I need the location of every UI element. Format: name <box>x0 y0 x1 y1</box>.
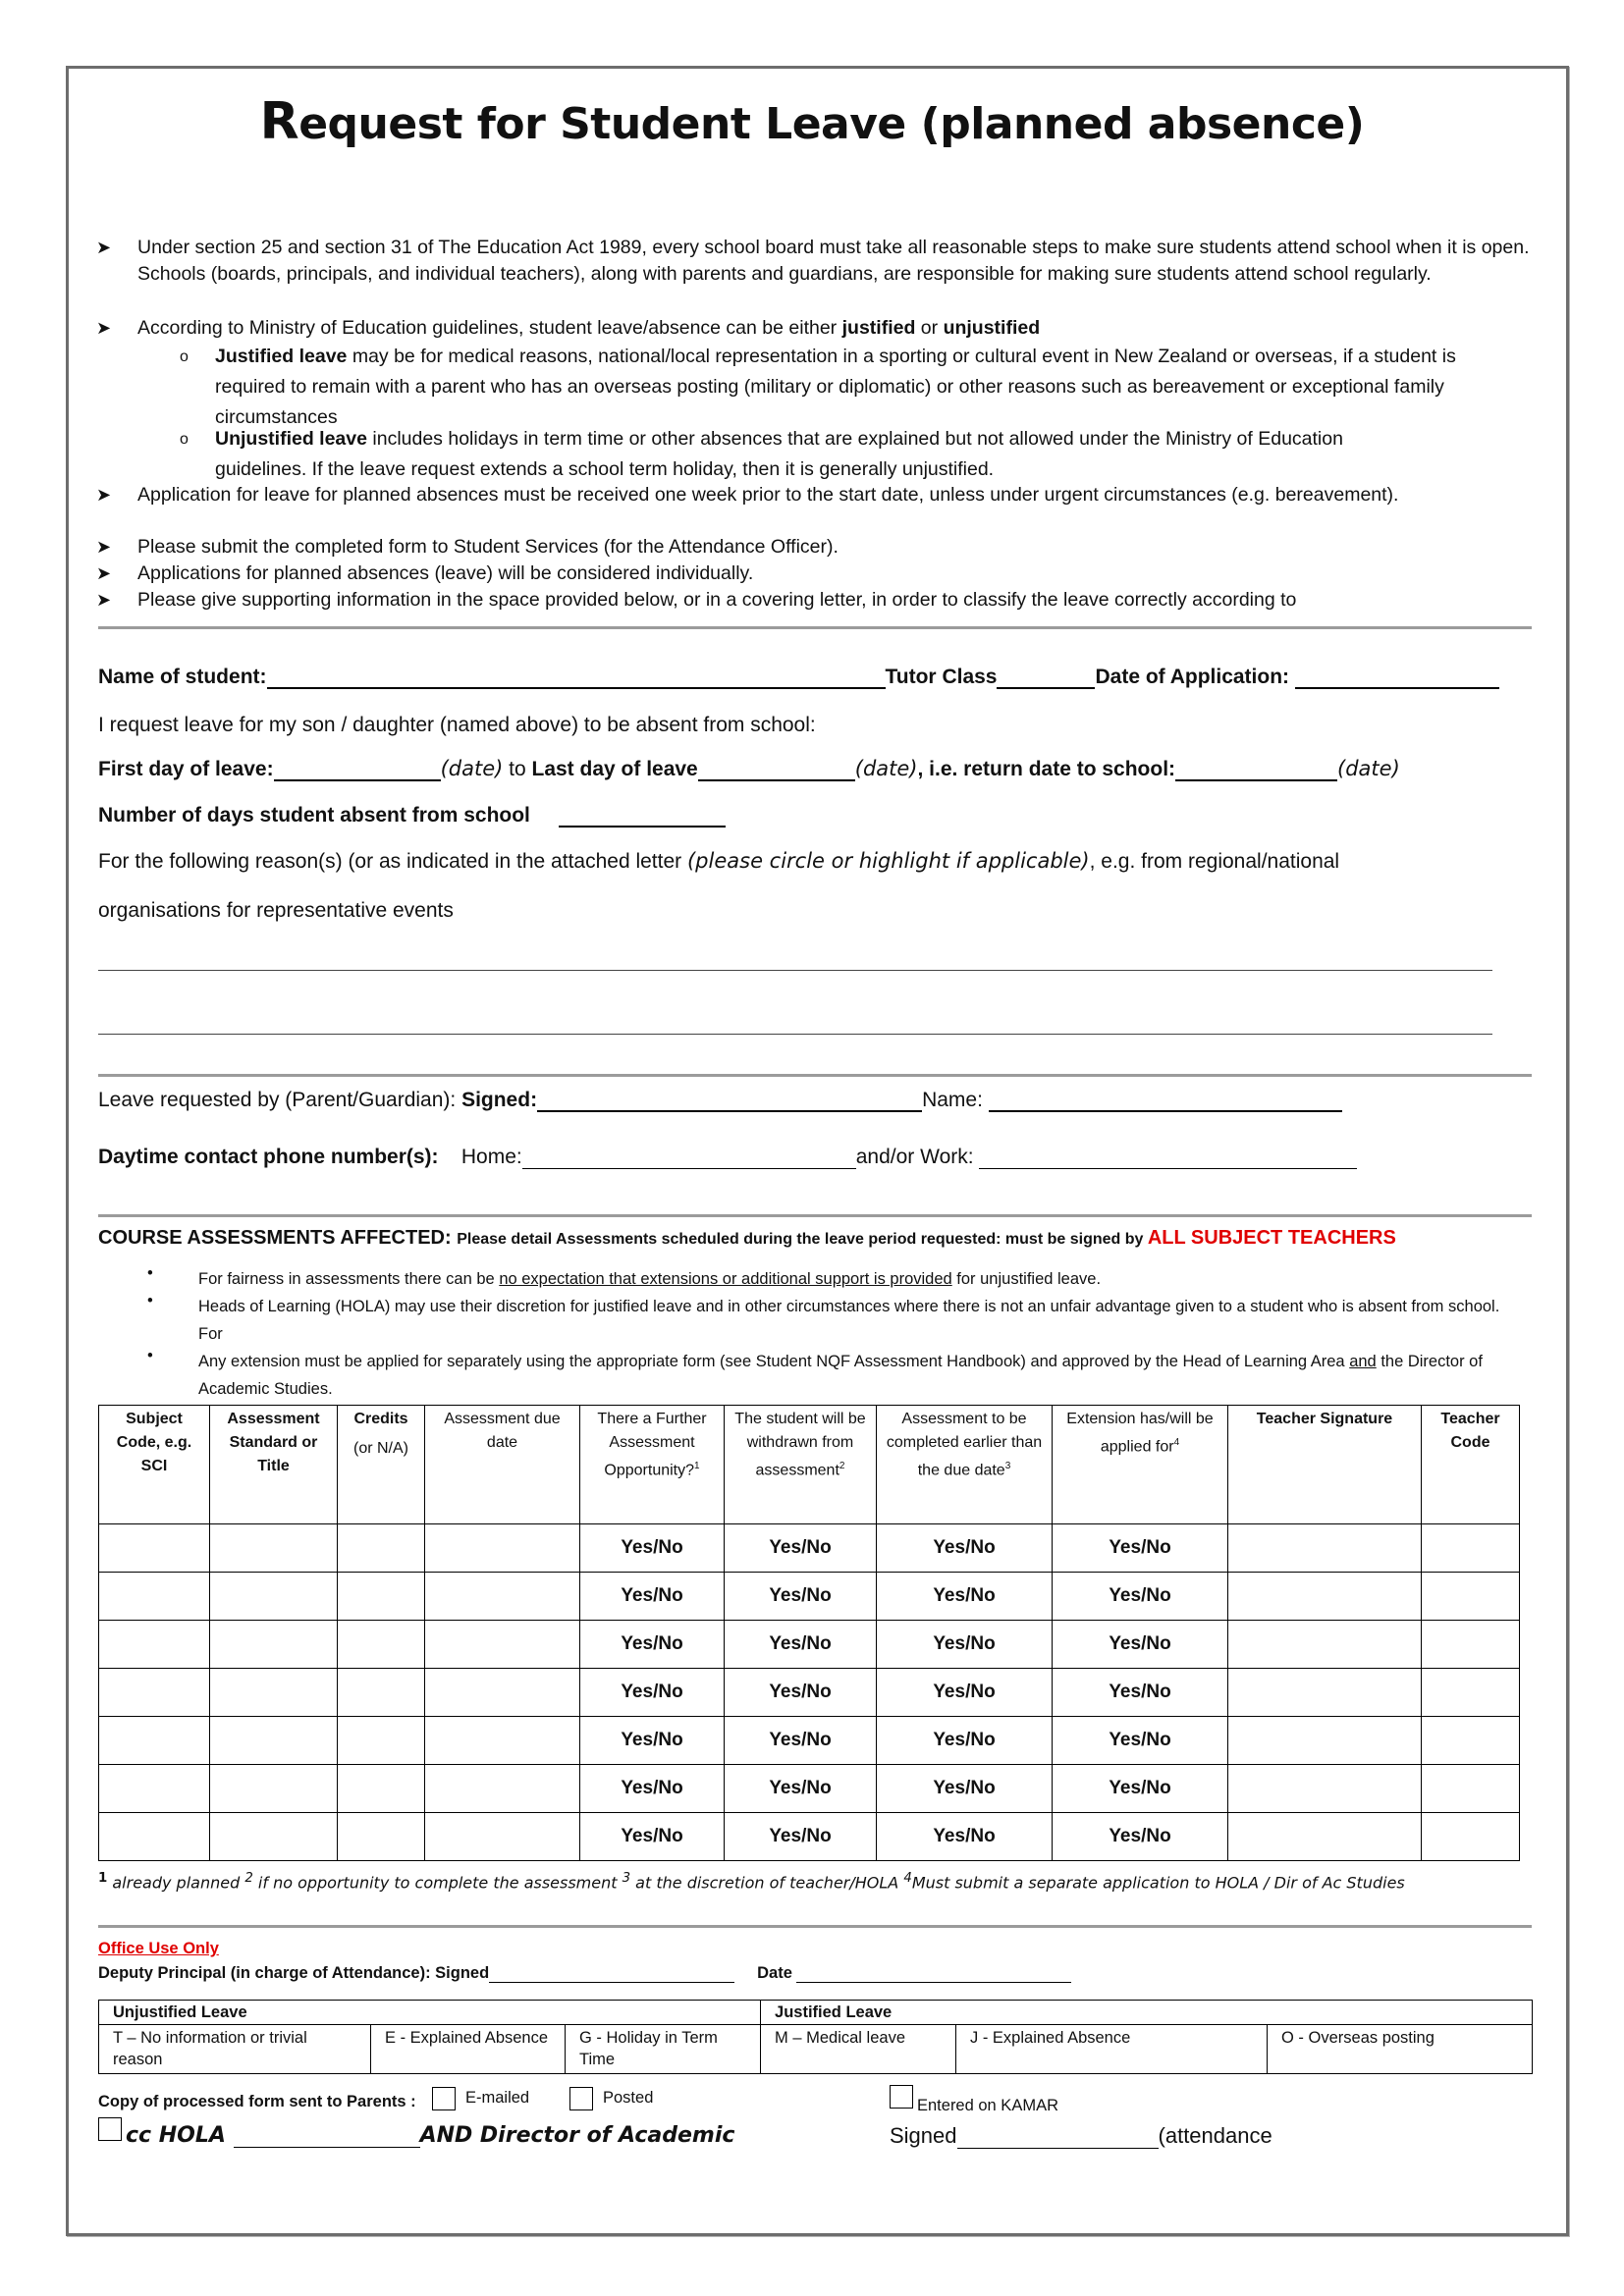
last-day-field[interactable] <box>698 756 855 781</box>
table-cell[interactable] <box>1228 1765 1422 1813</box>
parent-signature-field[interactable] <box>537 1087 922 1112</box>
column-header: Assessment due date <box>425 1406 580 1524</box>
attendance-signed-row: Signed (attendance <box>890 2123 1272 2148</box>
kamar-label: Entered on KAMAR <box>917 2097 1058 2114</box>
column-header: Assessment to be completed earlier than the due date$^3$ <box>877 1406 1053 1524</box>
yes-no-cell[interactable]: Yes/No <box>580 1765 725 1813</box>
table-cell[interactable] <box>99 1621 210 1669</box>
table-cell[interactable] <box>425 1573 580 1621</box>
table-row <box>99 1813 1520 1861</box>
table-row <box>99 1524 1520 1573</box>
yes-no-cell[interactable]: Yes/No <box>1053 1813 1228 1861</box>
kamar-checkbox[interactable] <box>890 2085 913 2109</box>
table-cell[interactable] <box>1422 1765 1520 1813</box>
bullet-submit: ➤ Please submit the completed form to Student Services (for the Attendance Officer). <box>137 534 1532 561</box>
return-date-field[interactable] <box>1175 756 1337 781</box>
yes-no-cell[interactable]: Yes/No <box>1053 1717 1228 1765</box>
yes-no-cell[interactable]: Yes/No <box>877 1717 1053 1765</box>
arrow-bullet-icon: ➤ <box>96 238 112 257</box>
days-absent-field[interactable] <box>559 802 726 828</box>
yes-no-cell[interactable]: Yes/No <box>877 1573 1053 1621</box>
table-cell[interactable] <box>99 1669 210 1717</box>
fairness-note: • For fairness in assessments there can be no expectation that extensions or additional support is provided for unjustified leave. <box>147 1264 1102 1288</box>
column-header: Subject Code, e.g. SCI <box>99 1406 210 1524</box>
parent-signature-row: Leave requested by (Parent/Guardian): Signed: Name: <box>98 1087 1342 1112</box>
posted-label: Posted <box>603 2089 654 2107</box>
table-cell[interactable] <box>210 1813 338 1861</box>
table-cell[interactable] <box>210 1573 338 1621</box>
table-cell[interactable] <box>99 1813 210 1861</box>
table-cell[interactable] <box>210 1524 338 1573</box>
first-day-field[interactable] <box>274 756 441 781</box>
table-cell[interactable] <box>1228 1813 1422 1861</box>
arrow-bullet-icon: ➤ <box>96 563 112 583</box>
table-cell[interactable] <box>1422 1669 1520 1717</box>
leave-dates-row: First day of leave: (date) to Last day of leave (date), i.e. return date to school: (date) <box>98 757 1400 780</box>
arrow-bullet-icon: ➤ <box>96 537 112 557</box>
table-cell[interactable] <box>1228 1573 1422 1621</box>
yes-no-cell[interactable]: Yes/No <box>1053 1573 1228 1621</box>
table-row <box>99 1573 1520 1621</box>
yes-no-cell[interactable]: Yes/No <box>725 1669 877 1717</box>
column-header: Extension has/will be applied for$^4$ <box>1053 1406 1228 1524</box>
yes-no-cell[interactable]: Yes/No <box>725 1573 877 1621</box>
unjustified-leave-header: Unjustified Leave <box>99 2001 761 2025</box>
tutor-class-field[interactable] <box>997 664 1095 689</box>
arrow-bullet-icon: ➤ <box>96 318 112 338</box>
leave-codes-table <box>98 2000 1533 2074</box>
table-cell[interactable] <box>1228 1717 1422 1765</box>
table-cell[interactable] <box>425 1524 580 1573</box>
reason-text-line2: organisations for representative events <box>98 899 454 922</box>
table-cell[interactable] <box>425 1813 580 1861</box>
posted-checkbox[interactable] <box>569 2087 593 2110</box>
yes-no-cell[interactable]: Yes/No <box>877 1669 1053 1717</box>
course-assessments-heading: COURSE ASSESSMENTS AFFECTED: Please detail Assessments scheduled during the leave period requested: must be signed by ALL SUBJECT TEACHERS <box>98 1227 1396 1249</box>
table-cell[interactable] <box>338 1813 425 1861</box>
arrow-bullet-icon: ➤ <box>96 590 112 610</box>
table-cell[interactable] <box>210 1621 338 1669</box>
yes-no-cell[interactable]: Yes/No <box>580 1524 725 1573</box>
table-cell[interactable] <box>1422 1524 1520 1573</box>
code-o: O - Overseas posting <box>1268 2025 1533 2074</box>
column-header: Teacher Code <box>1422 1406 1520 1524</box>
divider <box>98 626 1532 629</box>
table-cell[interactable] <box>1228 1669 1422 1717</box>
request-statement: I request leave for my son / daughter (named above) to be absent from school: <box>98 714 816 736</box>
attendance-signature-field[interactable] <box>957 2122 1159 2149</box>
student-details-row: Name of student: Tutor Class Date of Application: <box>98 664 1532 689</box>
divider <box>98 1925 1532 1928</box>
bullet-education-act: ➤ Under section 25 and section 31 of The Education Act 1989, every school board must take all reasonable steps to make sure students attend school when it is open. Schools (boards, principals, and individual teachers), along with parents and guardians, are responsible for making sure students attend school regularly. <box>96 237 1530 285</box>
deputy-signature-field[interactable] <box>489 1963 734 1983</box>
student-name-field[interactable] <box>267 664 886 689</box>
table-cell[interactable] <box>338 1669 425 1717</box>
column-header: Credits (or N/A) <box>338 1406 425 1524</box>
phone-row: Daytime contact phone number(s): Home: and/or Work: <box>98 1145 1357 1169</box>
office-use-heading: Office Use Only <box>98 1940 219 1957</box>
bullet-supporting-info: ➤ Please give supporting information in the space provided below, or in a covering letter, in order to classify the leave correctly according to <box>137 587 1532 614</box>
code-t: T – No information or trivial reason <box>99 2025 371 2074</box>
cc-hola-row: cc HOLA AND Director of Academic <box>126 2123 735 2148</box>
reason-line-1[interactable] <box>98 970 1492 971</box>
application-date-field[interactable] <box>1295 664 1499 689</box>
yes-no-cell[interactable]: Yes/No <box>725 1765 877 1813</box>
table-cell[interactable] <box>338 1573 425 1621</box>
table-cell[interactable] <box>1228 1524 1422 1573</box>
yes-no-cell[interactable]: Yes/No <box>877 1765 1053 1813</box>
yes-no-cell[interactable]: Yes/No <box>1053 1621 1228 1669</box>
column-header: Teacher Signature <box>1228 1406 1422 1524</box>
yes-no-cell[interactable]: Yes/No <box>877 1813 1053 1861</box>
yes-no-cell[interactable]: Yes/No <box>1053 1765 1228 1813</box>
divider <box>98 1214 1532 1217</box>
table-cell[interactable] <box>425 1621 580 1669</box>
table-cell[interactable] <box>1228 1621 1422 1669</box>
bullet-considered: ➤ Applications for planned absences (leave) will be considered individually. <box>137 561 1532 587</box>
arrow-bullet-icon: ➤ <box>96 485 112 505</box>
work-phone-field[interactable] <box>979 1145 1357 1169</box>
table-cell[interactable] <box>99 1765 210 1813</box>
assessments-table <box>98 1405 1520 1861</box>
yes-no-cell[interactable]: Yes/No <box>580 1813 725 1861</box>
table-row <box>99 1621 1520 1669</box>
deputy-date-field[interactable] <box>796 1963 1071 1983</box>
code-g: G - Holiday in Term Time <box>566 2025 761 2074</box>
hola-note: • Heads of Learning (HOLA) may use their discretion for justified leave and in other circumstances where there is not an unfair advantage given to a student who is absent from school. For <box>147 1292 1500 1343</box>
sub-bullet-unjustified: o Unjustified leave includes holidays in term time or other absences that are explained but not allowed under the Ministry of Education guidelines. If the leave request extends a school term holiday, then it is generally unjustified. <box>180 428 1343 480</box>
page-title: Request for Student Leave (planned absence) <box>259 92 1365 151</box>
table-footnote: $^1$ already planned $^2$ if no opportunity to complete the assessment $^3$ at the discretion of teacher/HOLA $^4$Must submit a separate application to HOLA / Dir of Ac Studies <box>98 1871 1405 1893</box>
table-cell[interactable] <box>338 1717 425 1765</box>
table-cell[interactable] <box>210 1717 338 1765</box>
table-cell[interactable] <box>338 1621 425 1669</box>
table-cell[interactable] <box>1422 1621 1520 1669</box>
table-cell[interactable] <box>338 1524 425 1573</box>
yes-no-cell[interactable]: Yes/No <box>580 1669 725 1717</box>
column-header: Assessment Standard or Title <box>210 1406 338 1524</box>
reason-text: For the following reason(s) (or as indicated in the attached letter (please circle or highlight if applicable), e.g. from regional/national <box>98 849 1340 873</box>
table-cell[interactable] <box>99 1573 210 1621</box>
emailed-checkbox[interactable] <box>432 2087 456 2110</box>
table-cell[interactable] <box>1422 1573 1520 1621</box>
yes-no-cell[interactable]: Yes/No <box>725 1621 877 1669</box>
parent-name-field[interactable] <box>989 1087 1342 1112</box>
reason-line-2[interactable] <box>98 1034 1492 1035</box>
table-cell[interactable] <box>1422 1813 1520 1861</box>
table-cell[interactable] <box>99 1524 210 1573</box>
code-j: J - Explained Absence <box>956 2025 1268 2074</box>
yes-no-cell[interactable]: Yes/No <box>580 1717 725 1765</box>
table-cell[interactable] <box>425 1765 580 1813</box>
table-row <box>99 1717 1520 1765</box>
table-cell[interactable] <box>425 1669 580 1717</box>
days-absent-row: Number of days student absent from school <box>98 802 726 828</box>
table-cell[interactable] <box>210 1765 338 1813</box>
yes-no-cell[interactable]: Yes/No <box>1053 1524 1228 1573</box>
code-m: M – Medical leave <box>761 2025 956 2074</box>
home-phone-field[interactable] <box>522 1145 856 1169</box>
yes-no-cell[interactable]: Yes/No <box>580 1573 725 1621</box>
yes-no-cell[interactable]: Yes/No <box>580 1621 725 1669</box>
table-cell[interactable] <box>99 1717 210 1765</box>
sub-bullet-justified: o Justified leave may be for medical reasons, national/local representation in a sporting or cultural event in New Zealand or overseas, if a student is required to remain with a parent who has an overseas posting (military or diplomatic) or other reasons such as bereavement or exceptional family circumstances <box>180 346 1456 428</box>
divider <box>98 1074 1532 1077</box>
emailed-label: E-mailed <box>465 2089 530 2107</box>
column-header: The student will be withdrawn from assessment$^2$ <box>725 1406 877 1524</box>
table-row <box>99 1765 1520 1813</box>
table-cell[interactable] <box>210 1669 338 1717</box>
table-cell[interactable] <box>1422 1717 1520 1765</box>
table-header-row <box>99 1406 1520 1524</box>
table-row <box>99 1669 1520 1717</box>
extension-note: • Any extension must be applied for separately using the appropriate form (see Student NQF Assessment Handbook) and approved by the Head of Learning Area and the Director of Academic Studies. <box>147 1347 1483 1398</box>
yes-no-cell[interactable]: Yes/No <box>877 1524 1053 1573</box>
yes-no-cell[interactable]: Yes/No <box>725 1524 877 1573</box>
table-cell[interactable] <box>425 1717 580 1765</box>
yes-no-cell[interactable]: Yes/No <box>877 1621 1053 1669</box>
column-header: There a Further Assessment Opportunity?$^1$ <box>580 1406 725 1524</box>
bullet-one-week: ➤ Application for leave for planned absences must be received one week prior to the start date, unless under urgent circumstances (e.g. bereavement). <box>137 482 1453 508</box>
copy-sent-row: Copy of processed form sent to Parents : <box>98 2093 416 2110</box>
cc-hola-checkbox[interactable] <box>98 2117 122 2141</box>
table-cell[interactable] <box>338 1765 425 1813</box>
yes-no-cell[interactable]: Yes/No <box>725 1813 877 1861</box>
code-e: E - Explained Absence <box>371 2025 566 2074</box>
yes-no-cell[interactable]: Yes/No <box>725 1717 877 1765</box>
yes-no-cell[interactable]: Yes/No <box>1053 1669 1228 1717</box>
justified-leave-header: Justified Leave <box>761 2001 1533 2025</box>
bullet-guidelines: ➤ According to Ministry of Education guidelines, student leave/absence can be either justified or unjustified <box>137 315 1532 342</box>
deputy-signature-row: Deputy Principal (in charge of Attendance): Signed Date <box>98 1963 1071 1983</box>
